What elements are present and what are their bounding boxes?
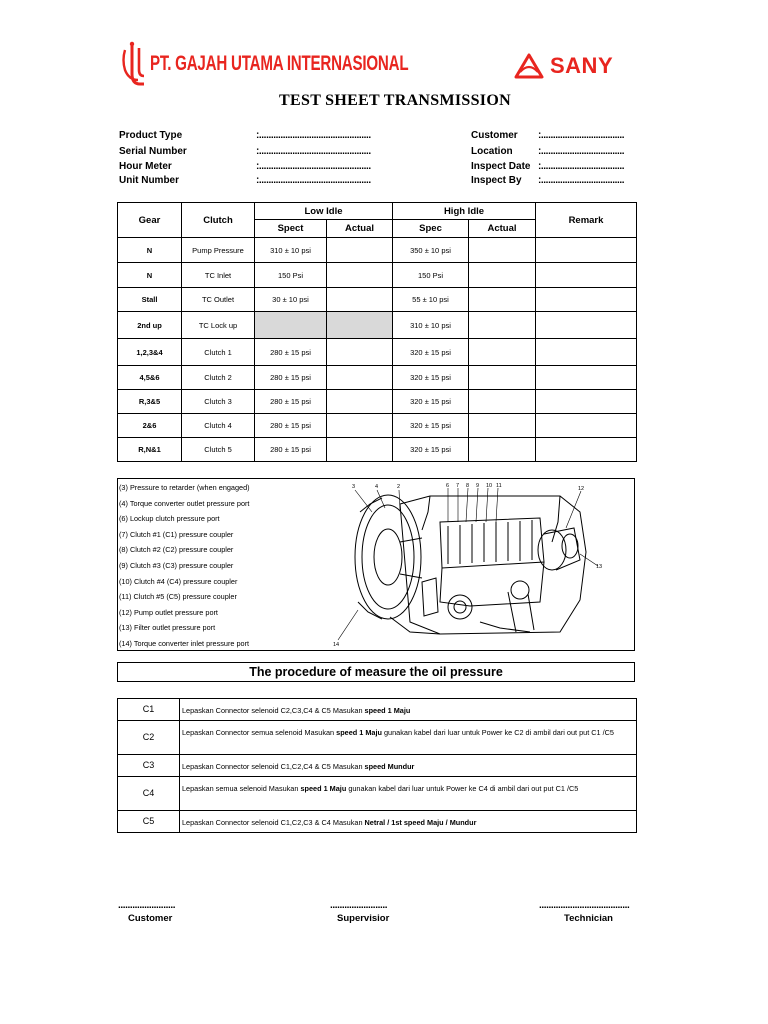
clutch-cell: Clutch 5 — [182, 438, 255, 462]
info-field[interactable]: :................................... — [538, 130, 625, 141]
low-idle-spec-cell: 280 ± 15 psi — [255, 390, 327, 414]
table-row — [118, 438, 637, 462]
procedure-row — [118, 699, 637, 721]
info-field[interactable]: :............................................... — [256, 175, 371, 186]
low-idle-actual-cell[interactable] — [327, 366, 393, 390]
clutch-cell: Clutch 1 — [182, 339, 255, 366]
low-idle-spec-cell: 30 ± 10 psi — [255, 288, 327, 312]
high-idle-spec-cell: 150 Psi — [393, 263, 469, 288]
legend-item: (9) Clutch #3 (C3) pressure coupler — [119, 560, 234, 570]
signature-line-customer[interactable]: ........................ — [118, 900, 176, 911]
legend-item: (4) Torque converter outlet pressure port — [119, 498, 250, 508]
procedure-row — [118, 755, 637, 777]
clutch-cell: Clutch 2 — [182, 366, 255, 390]
low-idle-actual-cell[interactable] — [327, 288, 393, 312]
procedure-text: Lepaskan Connector semua selenoid Masukan — [182, 728, 337, 737]
diagram-legend — [119, 480, 250, 652]
high-idle-actual-cell[interactable] — [469, 263, 536, 288]
procedure-emphasis: speed 1 Maju — [364, 706, 411, 715]
procedure-text: Lepaskan Connector selenoid C1,C2,C4 & C5 Masukan — [182, 762, 365, 771]
callout-4: 4 — [375, 484, 379, 490]
high-idle-spec-cell: 350 ± 10 psi — [393, 238, 469, 263]
signature-label-supervisor: Supervisior — [337, 913, 390, 924]
procedure-emphasis: speed 1 Maju — [300, 784, 349, 793]
high-idle-actual-cell[interactable] — [469, 339, 536, 366]
info-field[interactable]: :................................... — [538, 161, 625, 172]
table-row — [118, 339, 637, 366]
info-field[interactable]: :................................... — [538, 175, 625, 186]
company-logo-icon — [120, 40, 150, 88]
signature-label-technician: Technician — [564, 913, 613, 924]
header-spect: Spect — [255, 220, 327, 238]
low-idle-spec-cell: 280 ± 15 psi — [255, 366, 327, 390]
table-row — [118, 312, 637, 339]
procedure-description — [180, 755, 637, 777]
procedure-title: The procedure of measure the oil pressure — [117, 662, 635, 682]
low-idle-actual-cell[interactable] — [327, 438, 393, 462]
page-title: TEST SHEET TRANSMISSION — [279, 92, 511, 109]
low-idle-actual-cell[interactable] — [327, 238, 393, 263]
header-high-idle: High Idle — [393, 203, 536, 220]
info-label: Location — [471, 146, 513, 157]
info-label: Serial Number — [119, 146, 187, 157]
low-idle-spec-cell: 310 ± 10 psi — [255, 238, 327, 263]
header-gear: Gear — [118, 203, 182, 238]
procedure-row — [118, 777, 637, 811]
test-table — [117, 202, 637, 462]
table-row — [118, 390, 637, 414]
remark-cell[interactable] — [536, 312, 637, 339]
callout-13: 13 — [596, 564, 603, 570]
gear-cell: N — [118, 238, 182, 263]
high-idle-actual-cell[interactable] — [469, 366, 536, 390]
high-idle-actual-cell[interactable] — [469, 312, 536, 339]
procedure-text: Lepaskan Connector selenoid C2,C3,C4 & C5 Masukan — [182, 706, 365, 715]
high-idle-actual-cell[interactable] — [469, 438, 536, 462]
info-label: Product Type — [119, 130, 183, 141]
signature-line-technician[interactable]: ...................................... — [539, 900, 630, 911]
info-field[interactable]: :............................................... — [256, 146, 371, 157]
legend-item: (7) Clutch #1 (C1) pressure coupler — [119, 529, 234, 539]
high-idle-spec-cell: 320 ± 15 psi — [393, 438, 469, 462]
info-field[interactable]: :................................... — [538, 146, 625, 157]
low-idle-spec-cell — [255, 312, 327, 339]
procedure-description — [180, 699, 637, 721]
gear-cell: 1,2,3&4 — [118, 339, 182, 366]
remark-cell[interactable] — [536, 414, 637, 438]
signature-line-supervisor[interactable]: ........................ — [330, 900, 388, 911]
procedure-description — [180, 811, 637, 833]
low-idle-actual-cell[interactable] — [327, 390, 393, 414]
gear-cell: 2&6 — [118, 414, 182, 438]
high-idle-spec-cell: 320 ± 15 psi — [393, 339, 469, 366]
procedure-table — [117, 698, 637, 833]
info-field[interactable]: :............................................... — [256, 161, 371, 172]
procedure-emphasis: speed 1 Maju — [336, 728, 384, 737]
remark-cell[interactable] — [536, 366, 637, 390]
remark-cell[interactable] — [536, 438, 637, 462]
procedure-row — [118, 721, 637, 755]
remark-cell[interactable] — [536, 238, 637, 263]
callout-6: 6 — [446, 483, 450, 489]
procedure-key: C5 — [118, 811, 180, 833]
info-label: Inspect By — [471, 175, 522, 186]
header-remark: Remark — [536, 203, 637, 238]
sany-logo-icon — [514, 52, 544, 80]
gear-cell: R,3&5 — [118, 390, 182, 414]
info-label: Unit Number — [119, 175, 179, 186]
callout-7: 7 — [456, 483, 460, 489]
procedure-description — [180, 721, 637, 755]
procedure-text: gunakan kabel dari luar untuk Power ke C4 di ambil dari out put C1 /C5 — [348, 784, 579, 793]
clutch-cell: Clutch 3 — [182, 390, 255, 414]
low-idle-actual-cell[interactable] — [327, 339, 393, 366]
procedure-text: Lepaskan Connector selenoid C1,C2,C3 & C4 Masukan — [182, 818, 365, 827]
procedure-emphasis: speed Mundur — [364, 762, 415, 771]
high-idle-spec-cell: 320 ± 15 psi — [393, 414, 469, 438]
low-idle-actual-cell — [327, 312, 393, 339]
high-idle-actual-cell[interactable] — [469, 414, 536, 438]
legend-item: (10) Clutch #4 (C4) pressure coupler — [119, 576, 238, 586]
clutch-cell: TC Inlet — [182, 263, 255, 288]
procedure-description — [180, 777, 637, 811]
info-label: Hour Meter — [119, 161, 172, 172]
procedure-key: C3 — [118, 755, 180, 777]
legend-item: (8) Clutch #2 (C2) pressure coupler — [119, 545, 234, 555]
legend-item: (6) Lockup clutch pressure port — [119, 514, 220, 524]
procedure-key: C2 — [118, 721, 180, 755]
clutch-cell: Pump Pressure — [182, 238, 255, 263]
clutch-cell: TC Lock up — [182, 312, 255, 339]
table-row — [118, 366, 637, 390]
procedure-text: gunakan kabel dari luar untuk Power ke C2 di ambil dari out put C1 /C5 — [384, 728, 614, 737]
high-idle-actual-cell[interactable] — [469, 288, 536, 312]
legend-item: (3) Pressure to retarder (when engaged) — [119, 483, 250, 492]
callout-2: 2 — [397, 484, 401, 490]
low-idle-actual-cell[interactable] — [327, 263, 393, 288]
table-row — [118, 288, 637, 312]
high-idle-actual-cell[interactable] — [469, 238, 536, 263]
low-idle-spec-cell: 280 ± 15 psi — [255, 414, 327, 438]
legend-item: (14) Torque converter inlet pressure port — [119, 638, 250, 648]
gear-cell: R,N&1 — [118, 438, 182, 462]
callout-9: 9 — [476, 483, 480, 489]
remark-cell[interactable] — [536, 339, 637, 366]
gear-cell: 2nd up — [118, 312, 182, 339]
procedure-emphasis: Netral / 1st speed Maju / Mundur — [364, 818, 477, 827]
remark-cell[interactable] — [536, 288, 637, 312]
gear-cell: 4,5&6 — [118, 366, 182, 390]
low-idle-spec-cell: 280 ± 15 psi — [255, 339, 327, 366]
callout-3: 3 — [352, 484, 356, 490]
low-idle-actual-cell[interactable] — [327, 414, 393, 438]
gear-cell: Stall — [118, 288, 182, 312]
company-name: PT. GAJAH UTAMA INTERNASIONAL — [150, 52, 409, 75]
table-row — [118, 263, 637, 288]
low-idle-spec-cell: 280 ± 15 psi — [255, 438, 327, 462]
callout-12: 12 — [578, 486, 585, 492]
clutch-cell: Clutch 4 — [182, 414, 255, 438]
procedure-row — [118, 811, 637, 833]
clutch-cell: TC Outlet — [182, 288, 255, 312]
low-idle-spec-cell: 150 Psi — [255, 263, 327, 288]
table-row — [118, 414, 637, 438]
header-low-idle: Low Idle — [255, 203, 393, 220]
transmission-illustration — [330, 482, 630, 648]
gear-cell: N — [118, 263, 182, 288]
legend-item: (12) Pump outlet pressure port — [119, 607, 218, 617]
callout-10: 10 — [486, 483, 493, 489]
high-idle-spec-cell: 310 ± 10 psi — [393, 312, 469, 339]
procedure-key: C4 — [118, 777, 180, 811]
legend-item: (11) Clutch #5 (C5) pressure coupler — [119, 592, 237, 602]
info-field[interactable]: :............................................... — [256, 130, 371, 141]
header-actual: Actual — [469, 220, 536, 238]
signature-label-customer: Customer — [128, 913, 173, 924]
remark-cell[interactable] — [536, 263, 637, 288]
callout-11: 11 — [496, 483, 502, 489]
callout-8: 8 — [466, 483, 470, 489]
legend-item: (13) Filter outlet pressure port — [119, 623, 216, 633]
table-row — [118, 238, 637, 263]
procedure-key: C1 — [118, 699, 180, 721]
header-spec: Spec — [393, 220, 469, 238]
callout-14: 14 — [333, 642, 340, 648]
procedure-text: Lepaskan semua selenoid Masukan — [182, 784, 301, 793]
header-clutch: Clutch — [182, 203, 255, 238]
info-label: Inspect Date — [471, 161, 531, 172]
sany-brand: SANY — [550, 53, 614, 78]
header-actual: Actual — [327, 220, 393, 238]
high-idle-spec-cell: 320 ± 15 psi — [393, 366, 469, 390]
info-label: Customer — [471, 130, 518, 141]
high-idle-spec-cell: 55 ± 10 psi — [393, 288, 469, 312]
high-idle-spec-cell: 320 ± 15 psi — [393, 390, 469, 414]
high-idle-actual-cell[interactable] — [469, 390, 536, 414]
remark-cell[interactable] — [536, 390, 637, 414]
